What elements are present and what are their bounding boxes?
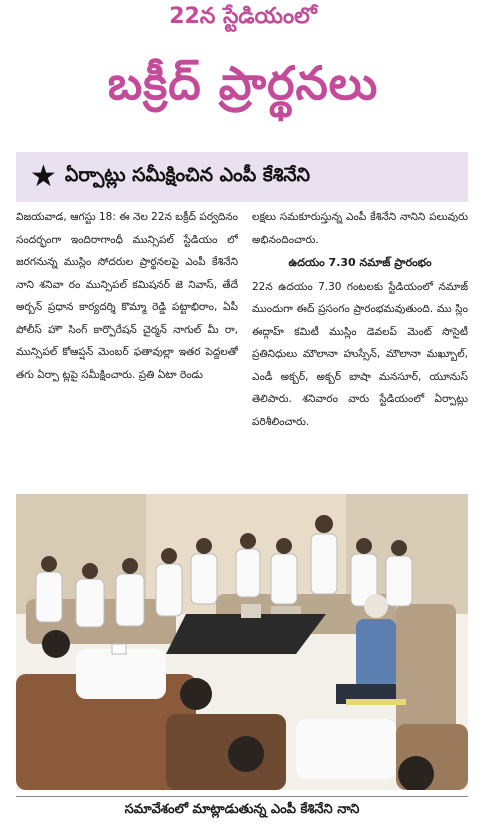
headline: బక్రీద్ ప్రార్థనలు [107,56,379,110]
article-body-right-top: లక్షలు సమకూరుస్తున్న ఎంపీ కేశినేని నానిని పలువురు అభినందించారు. [252,211,468,246]
article-body-left: విజయవాడ, ఆగస్టు 18: ఈ నెల 22న బక్రీద్ పర్వదినం సందర్భంగా ఇందిరాగాంధీ మున్సిపల్ స్టేడియం లో జరగనున్న ముస్లిం సోదరుల ప్రార్థనలపై ఎంపీ కేశినేని నాని శనివా రం మున్సిపల్ కమిషనర్ జె నివాస్, తేదే అర్బన్ ప్రధాన కార్యదర్శి కొమ్మా రెడ్డి పట్టాభిరాం, ఏపీ పోలీస్ హౌ సింగ్ కార్పొరేషన్ చైర్మన్ నాగుల్ మీ రా, మున్సిపల్ కోఆప్షన్ మెంబర్ ఫతావుల్లా ఇతర పెద్దలతో తగు ఏర్పా ట్లపై సమీక్షించారు. ప్రతి ఏటా రెండు [16,211,238,381]
article-column-right [252,206,468,488]
article-column-left [16,206,238,488]
photo-caption: సమావేశంలో మాట్లాడుతున్న ఎంపీ కేశినేని నాని [16,796,468,823]
star-icon: ★ [30,159,57,194]
subheadline: ఏర్పాట్లు సమీక్షించిన ఎంపీ కేశినేని [64,163,310,186]
headline-kicker: 22న స్టేడియంలో [169,4,317,29]
article-body-right-bottom: 22న ఉదయం 7.30 గంటలకు స్టేడియంలో నమాజ్ ముందుగా ఈద్ ప్రసంగం ప్రారంభమవుతుంది. ము స్లిం ఈద్గాహ్ కమిటీ ముస్లిం డెవలప్ మెంట్ సొసైటీ ప్రతినిధులు మౌలానా హుస్సేన్, మౌలానా మఖ్బూల్, ఎండీ అక్బర్, అక్బర్ బాషా మనసూర్, యూనుస్ తెలిపారు. శనివారం వారు స్టేడియంలో ఏర్పాట్లు పరిశీలించారు. [252,280,468,428]
news-photo [16,494,468,790]
subheadline-banner [16,152,468,202]
section-heading: ఉదయం 7.30 నమాజ్ ప్రారంభం [288,256,432,269]
